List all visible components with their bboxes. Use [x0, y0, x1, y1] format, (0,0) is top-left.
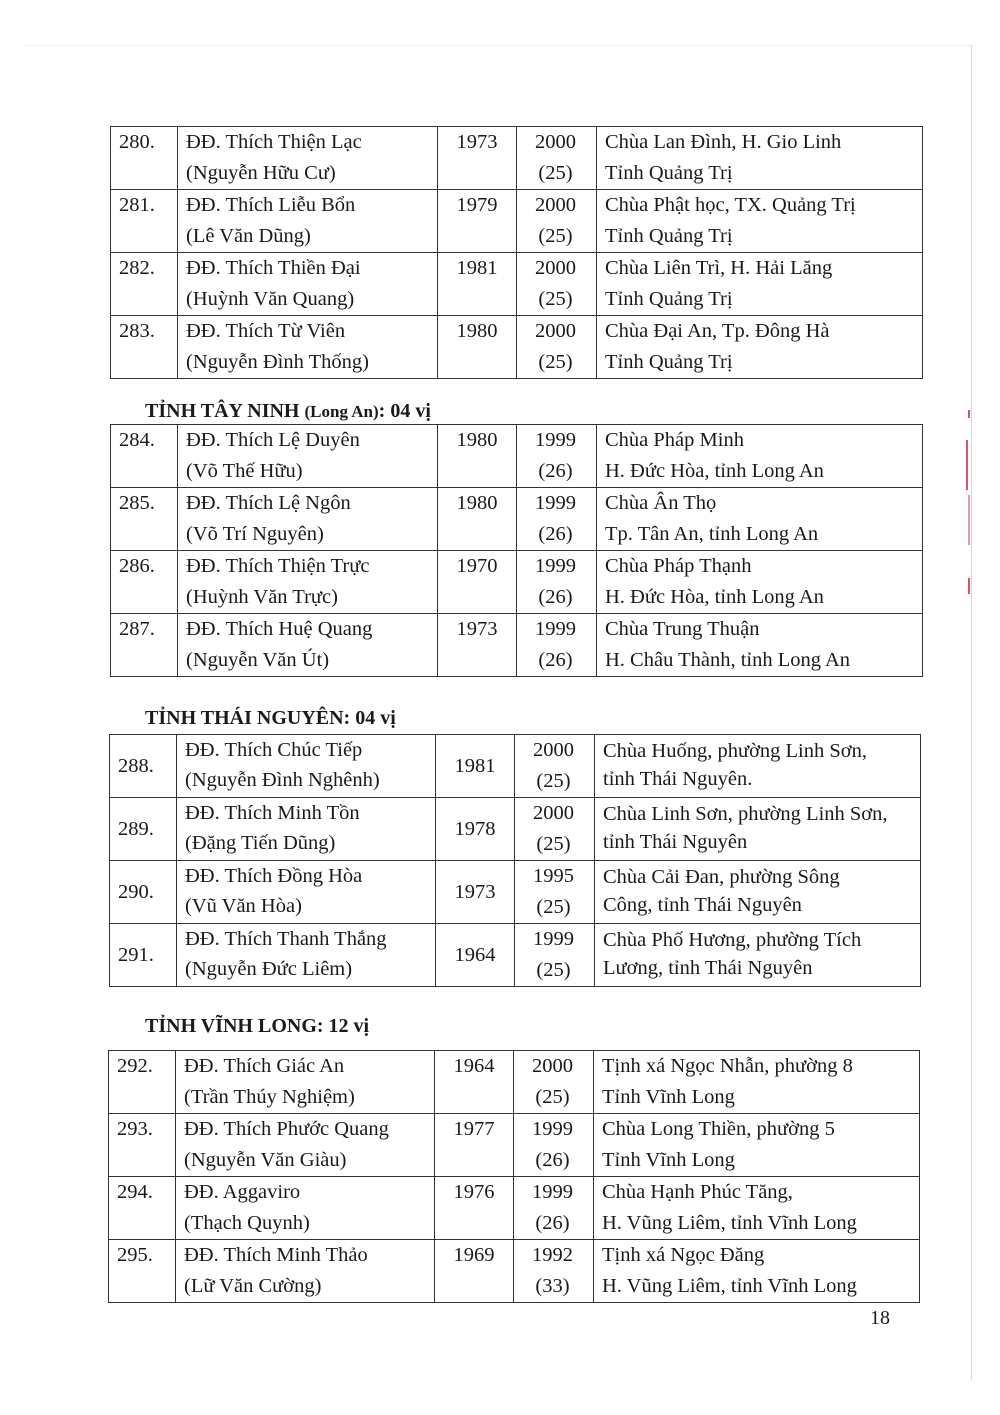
- ordination: [515, 861, 595, 924]
- dharma-name: ĐĐ. Thích Chúc Tiếp: [185, 739, 363, 761]
- lay-name: (Nguyễn Hữu Cư): [186, 162, 336, 184]
- ordination-age: (25): [536, 959, 571, 981]
- birth-year: 1973: [438, 614, 517, 677]
- margin-mark: [968, 410, 970, 418]
- lay-name: (Huỳnh Văn Trực): [186, 586, 338, 608]
- monk-name: [178, 127, 438, 190]
- location: [594, 1240, 920, 1303]
- ordination: [514, 1114, 594, 1177]
- page-edge: [25, 45, 972, 46]
- ordination: [517, 425, 597, 488]
- ordination-age: (25): [538, 162, 573, 184]
- dharma-name: ĐĐ. Thích Phước Quang: [184, 1118, 389, 1140]
- table-row: [109, 1051, 920, 1114]
- location: [597, 551, 923, 614]
- page-number: 18: [870, 1307, 890, 1329]
- heading-text: TỈNH TÂY NINH: [145, 400, 305, 422]
- table-row: [110, 735, 921, 798]
- lay-name: (Vũ Văn Hòa): [185, 895, 302, 917]
- location: [595, 735, 921, 798]
- ordination-age: (26): [535, 1149, 570, 1171]
- section-heading: [145, 707, 396, 730]
- province: tỉnh Thái Nguyên: [603, 831, 748, 853]
- row-number: 285.: [111, 488, 178, 551]
- temple: Chùa Pháp Thạnh: [605, 555, 752, 577]
- province: Tỉnh Quảng Trị: [605, 225, 733, 247]
- birth-year: 1964: [435, 1051, 514, 1114]
- row-number: 280.: [111, 127, 178, 190]
- row-number: 295.: [109, 1240, 176, 1303]
- temple: Chùa Liên Trì, H. Hải Lăng: [605, 257, 833, 279]
- monk-name: [177, 735, 436, 798]
- temple: Chùa Long Thiền, phường 5: [602, 1118, 835, 1140]
- temple: Chùa Đại An, Tp. Đông Hà: [605, 320, 830, 342]
- birth-year: 1980: [438, 425, 517, 488]
- province: Tỉnh Quảng Trị: [605, 162, 733, 184]
- dharma-name: ĐĐ. Thích Giác An: [184, 1055, 345, 1077]
- ordination-age: (25): [538, 351, 573, 373]
- temple: Chùa Phố Hương, phường Tích: [603, 929, 862, 951]
- table-row: [111, 316, 923, 379]
- location: [597, 127, 923, 190]
- birth-year: 1969: [435, 1240, 514, 1303]
- birth-year: 1973: [438, 127, 517, 190]
- dharma-name: ĐĐ. Thích Minh Tồn: [185, 802, 360, 824]
- ordination-year: 1995: [533, 865, 574, 887]
- province: tỉnh Thái Nguyên.: [603, 768, 753, 790]
- data-table: [110, 424, 923, 677]
- temple: Chùa Trung Thuận: [605, 618, 760, 640]
- page-edge: [971, 45, 972, 1380]
- temple: Chùa Pháp Minh: [605, 429, 744, 451]
- table-row: [110, 924, 921, 987]
- ordination: [514, 1177, 594, 1240]
- ordination: [517, 127, 597, 190]
- ordination: [514, 1051, 594, 1114]
- ordination: [515, 735, 595, 798]
- ordination-age: (25): [535, 1086, 570, 1108]
- birth-year: 1981: [438, 253, 517, 316]
- province: H. Đức Hòa, tỉnh Long An: [605, 586, 824, 608]
- temple: Chùa Ân Thọ: [605, 492, 717, 514]
- dharma-name: ĐĐ. Thích Thiện Trực: [186, 555, 370, 577]
- birth-year: 1973: [436, 861, 515, 924]
- ordination-year: 1999: [535, 492, 576, 514]
- heading-count: : 04 vị: [378, 400, 431, 422]
- dharma-name: ĐĐ. Thích Liễu Bổn: [186, 194, 356, 216]
- ordination-year: 2000: [535, 320, 576, 342]
- row-number: 294.: [109, 1177, 176, 1240]
- row-number: 293.: [109, 1114, 176, 1177]
- temple: Tịnh xá Ngọc Nhẫn, phường 8: [602, 1055, 853, 1077]
- table-row: [111, 127, 923, 190]
- ordination-year: 2000: [533, 802, 574, 824]
- dharma-name: ĐĐ. Thích Thiện Lạc: [186, 131, 362, 153]
- ordination: [515, 924, 595, 987]
- ordination-age: (26): [538, 649, 573, 671]
- location: [597, 425, 923, 488]
- row-number: 284.: [111, 425, 178, 488]
- data-table: [110, 126, 923, 379]
- monk-name: [178, 316, 438, 379]
- ordination-age: (25): [536, 896, 571, 918]
- table-row: [111, 253, 923, 316]
- ordination: [517, 551, 597, 614]
- ordination-year: 2000: [532, 1055, 573, 1077]
- temple: Chùa Linh Sơn, phường Linh Sơn,: [603, 803, 888, 825]
- ordination-year: 1992: [532, 1244, 573, 1266]
- province: Lương, tỉnh Thái Nguyên: [603, 957, 813, 979]
- table-row: [111, 614, 923, 677]
- row-number: 289.: [110, 798, 177, 861]
- birth-year: 1970: [438, 551, 517, 614]
- table-row: [111, 551, 923, 614]
- province: Tỉnh Vĩnh Long: [602, 1086, 735, 1108]
- margin-mark: [966, 440, 968, 490]
- monk-name: [178, 488, 438, 551]
- province: Tp. Tân An, tỉnh Long An: [605, 523, 819, 545]
- temple: Tịnh xá Ngọc Đăng: [602, 1244, 765, 1266]
- ordination-year: 2000: [535, 257, 576, 279]
- province: H. Vũng Liêm, tỉnh Vĩnh Long: [602, 1275, 857, 1297]
- margin-mark: [968, 495, 970, 545]
- location: [594, 1177, 920, 1240]
- monk-name: [177, 861, 436, 924]
- birth-year: 1976: [435, 1177, 514, 1240]
- lay-name: (Nguyễn Đình Nghênh): [185, 769, 380, 791]
- ordination-year: 1999: [532, 1118, 573, 1140]
- ordination: [517, 190, 597, 253]
- location: [595, 798, 921, 861]
- dharma-name: ĐĐ. Thích Huệ Quang: [186, 618, 373, 640]
- table-row: [109, 1240, 920, 1303]
- ordination: [517, 488, 597, 551]
- ordination: [517, 253, 597, 316]
- location: [597, 253, 923, 316]
- province: H. Đức Hòa, tỉnh Long An: [605, 460, 824, 482]
- temple: Chùa Cải Đan, phường Sông: [603, 866, 840, 888]
- lay-name: (Huỳnh Văn Quang): [186, 288, 355, 310]
- monk-name: [178, 190, 438, 253]
- monk-name: [177, 798, 436, 861]
- dharma-name: ĐĐ. Thích Đồng Hòa: [185, 865, 363, 887]
- location: [597, 316, 923, 379]
- monk-name: [177, 924, 436, 987]
- heading-subtext: (Long An): [304, 402, 379, 421]
- ordination: [517, 614, 597, 677]
- ordination-age: (26): [538, 523, 573, 545]
- monk-name: [176, 1177, 435, 1240]
- birth-year: 1964: [436, 924, 515, 987]
- table-row: [110, 861, 921, 924]
- location: [597, 614, 923, 677]
- dharma-name: ĐĐ. Thích Lệ Ngôn: [186, 492, 351, 514]
- table-row: [110, 798, 921, 861]
- heading-text: TỈNH THÁI NGUYÊN: 04 vị: [145, 707, 396, 729]
- lay-name: (Nguyễn Văn Giàu): [184, 1149, 347, 1171]
- row-number: 288.: [110, 735, 177, 798]
- monk-name: [178, 425, 438, 488]
- ordination-year: 1999: [533, 928, 574, 950]
- lay-name: (Nguyễn Đức Liêm): [185, 958, 353, 980]
- birth-year: 1978: [436, 798, 515, 861]
- row-number: 290.: [110, 861, 177, 924]
- lay-name: (Lữ Văn Cường): [184, 1275, 322, 1297]
- ordination-age: (26): [535, 1212, 570, 1234]
- ordination: [517, 316, 597, 379]
- lay-name: (Lê Văn Dũng): [186, 225, 311, 247]
- birth-year: 1979: [438, 190, 517, 253]
- section-heading: [145, 400, 431, 423]
- lay-name: (Nguyễn Văn Út): [186, 649, 330, 671]
- ordination-age: (26): [538, 586, 573, 608]
- temple: Chùa Hạnh Phúc Tăng,: [602, 1181, 793, 1203]
- birth-year: 1980: [438, 488, 517, 551]
- ordination-age: (26): [538, 460, 573, 482]
- birth-year: 1980: [438, 316, 517, 379]
- table-row: [111, 190, 923, 253]
- ordination-year: 2000: [535, 131, 576, 153]
- section-heading: [145, 1015, 369, 1038]
- lay-name: (Võ Trí Nguyên): [186, 523, 324, 545]
- row-number: 286.: [111, 551, 178, 614]
- birth-year: 1981: [436, 735, 515, 798]
- monk-name: [176, 1240, 435, 1303]
- province: H. Vũng Liêm, tỉnh Vĩnh Long: [602, 1212, 857, 1234]
- row-number: 287.: [111, 614, 178, 677]
- ordination-age: (25): [536, 833, 571, 855]
- dharma-name: ĐĐ. Thích Thanh Thắng: [185, 928, 387, 950]
- monk-name: [176, 1051, 435, 1114]
- location: [595, 924, 921, 987]
- birth-year: 1977: [435, 1114, 514, 1177]
- monk-name: [176, 1114, 435, 1177]
- temple: Chùa Huống, phường Linh Sơn,: [603, 740, 867, 762]
- row-number: 291.: [110, 924, 177, 987]
- ordination-age: (25): [536, 770, 571, 792]
- table-row: [109, 1114, 920, 1177]
- heading-text: TỈNH VĨNH LONG: 12 vị: [145, 1015, 370, 1037]
- ordination-year: 1999: [532, 1181, 573, 1203]
- row-number: 292.: [109, 1051, 176, 1114]
- monk-name: [178, 253, 438, 316]
- lay-name: (Nguyễn Đình Thống): [186, 351, 369, 373]
- location: [594, 1051, 920, 1114]
- table-row: [109, 1177, 920, 1240]
- row-number: 282.: [111, 253, 178, 316]
- lay-name: (Trần Thúy Nghiệm): [184, 1086, 355, 1108]
- ordination-age: (25): [538, 225, 573, 247]
- ordination-year: 1999: [535, 429, 576, 451]
- table-row: [111, 425, 923, 488]
- margin-mark: [968, 578, 970, 594]
- table-row: [111, 488, 923, 551]
- province: Tỉnh Quảng Trị: [605, 288, 733, 310]
- ordination-year: 2000: [535, 194, 576, 216]
- data-table: [109, 734, 921, 987]
- row-number: 281.: [111, 190, 178, 253]
- province: Công, tỉnh Thái Nguyên: [603, 894, 802, 916]
- dharma-name: ĐĐ. Thích Lệ Duyên: [186, 429, 360, 451]
- ordination-year: 1999: [535, 618, 576, 640]
- province: Tỉnh Quảng Trị: [605, 351, 733, 373]
- dharma-name: ĐĐ. Thích Từ Viên: [186, 320, 346, 342]
- dharma-name: ĐĐ. Thích Minh Thảo: [184, 1244, 368, 1266]
- temple: Chùa Phật học, TX. Quảng Trị: [605, 194, 856, 216]
- ordination-age: (25): [538, 288, 573, 310]
- monk-name: [178, 614, 438, 677]
- data-table: [108, 1050, 920, 1303]
- province: Tỉnh Vĩnh Long: [602, 1149, 735, 1171]
- monk-name: [178, 551, 438, 614]
- lay-name: (Thạch Quynh): [184, 1212, 310, 1234]
- temple: Chùa Lan Đình, H. Gio Linh: [605, 131, 842, 153]
- lay-name: (Võ Thế Hữu): [186, 460, 303, 482]
- location: [595, 861, 921, 924]
- location: [597, 190, 923, 253]
- ordination-age: (33): [535, 1275, 570, 1297]
- province: H. Châu Thành, tỉnh Long An: [605, 649, 851, 671]
- row-number: 283.: [111, 316, 178, 379]
- ordination: [515, 798, 595, 861]
- ordination-year: 2000: [533, 739, 574, 761]
- location: [594, 1114, 920, 1177]
- ordination-year: 1999: [535, 555, 576, 577]
- location: [597, 488, 923, 551]
- lay-name: (Đặng Tiến Dũng): [185, 832, 336, 854]
- ordination: [514, 1240, 594, 1303]
- dharma-name: ĐĐ. Thích Thiền Đại: [186, 257, 361, 279]
- dharma-name: ĐĐ. Aggaviro: [184, 1181, 301, 1203]
